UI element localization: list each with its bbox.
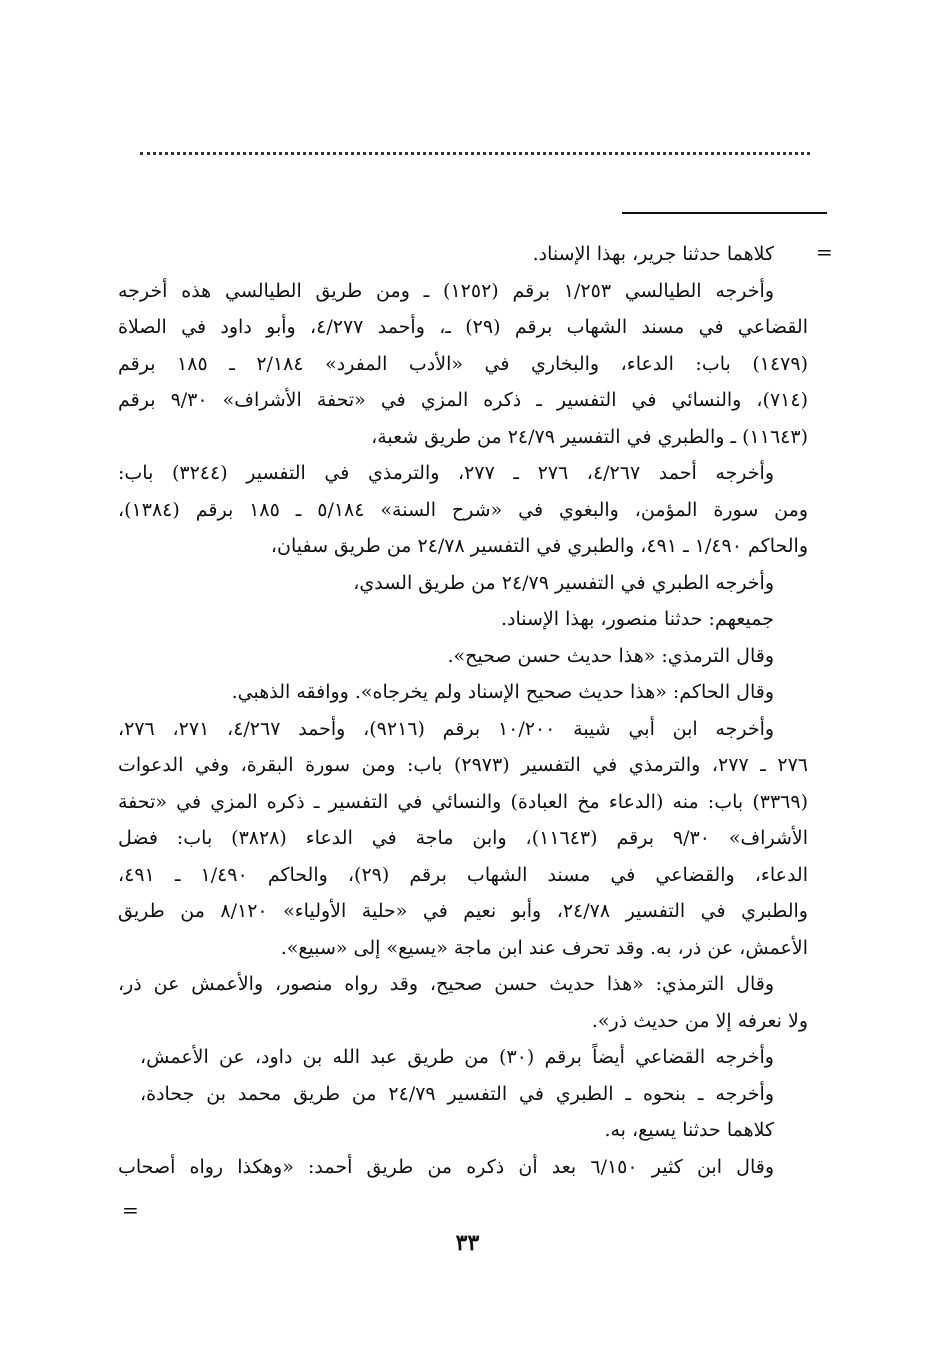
text-line: وقال ابن كثير ٦/١٥٠ بعد أن ذكره من طريق أحمد: «وهكذا رواه أصحاب xyxy=(118,1155,774,1178)
text-line: جميعهم: حدثنا منصور، بهذا الإسناد. xyxy=(501,608,774,630)
text-line: (١٤٧٩) باب: الدعاء، والبخاري في «الأدب المفرد» ٢/١٨٤ ـ ١٨٥ برقم xyxy=(118,352,808,375)
text-line: وأخرجه الطيالسي ١/٢٥٣ برقم (١٢٥٢) ـ ومن طريق الطيالسي هذه أخرجه xyxy=(118,279,774,302)
text-line: وقال الترمذي: «هذا حديث حسن صحيح». xyxy=(447,644,774,667)
text-line: وقال الحاكم: «هذا حديث صحيح الإسناد ولم يخرجاه». ووافقه الذهبي. xyxy=(231,681,774,703)
text-line: كلاهما حدثنا جرير، بهذا الإسناد. xyxy=(532,243,774,265)
continuation-marker-bottom: = xyxy=(122,1198,139,1222)
text-line: وأخرجه الطبري في التفسير ٢٤/٧٩ من طريق السدي، xyxy=(353,571,774,594)
text-line: الدعاء، والقضاعي في مسند الشهاب برقم (٢٩)، والحاكم ١/٤٩٠ ـ ٤٩١، xyxy=(118,863,808,886)
text-line: وأخرجه أحمد ٤/٢٦٧، ٢٧٦ ـ ٢٧٧، والترمذي في التفسير (٣٢٤٤) باب: xyxy=(118,462,774,484)
continuation-marker-top: = xyxy=(816,240,833,264)
text-line: ٢٧٦ ـ ٢٧٧، والترمذي في التفسير (٢٩٧٣) باب: ومن سورة البقرة، وفي الدعوات xyxy=(118,754,808,776)
text-line: وقال الترمذي: «هذا حديث حسن صحيح، وقد رواه منصور، والأعمش عن ذر، xyxy=(118,973,775,995)
text-line: الأشراف» ٩/٣٠ برقم (١١٦٤٣)، وابن ماجة في الدعاء (٣٨٢٨) باب: فضل xyxy=(118,827,808,849)
text-line: ومن سورة المؤمن، والبغوي في «شرح السنة» ٥/١٨٤ ـ ١٨٥ برقم (١٣٨٤)، xyxy=(118,498,808,521)
text-line: وأخرجه ـ بنحوه ـ الطبري في التفسير ٢٤/٧٩ من طريق محمد بن جحادة، xyxy=(140,1082,775,1105)
text-line: الأعمش، عن ذر، به. وقد تحرف عند ابن ماجة «يسيع» إلى «سبيع». xyxy=(280,936,808,959)
text-line: (١١٦٤٣) ـ والطبري في التفسير ٢٤/٧٩ من طريق شعبة، xyxy=(371,425,808,448)
text-line: والطبري في التفسير ٢٤/٧٨، وأبو نعيم في «حلية الأولياء» ٨/١٢٠ من طريق xyxy=(118,900,808,922)
footnote-rule xyxy=(622,212,827,214)
text-line: كلاهما حدثنا يسيع، به. xyxy=(604,1119,774,1141)
text-line: والحاكم ١/٤٩٠ ـ ٤٩١، والطبري في التفسير ٢٤/٧٨ من طريق سفيان، xyxy=(270,535,808,557)
footnote-text xyxy=(118,236,808,1185)
text-line: وأخرجه ابن أبي شيبة ١٠/٢٠٠ برقم (٩٢١٦)، وأحمد ٤/٢٦٧، ٢٧١، ٢٧٦، xyxy=(118,717,775,740)
text-line: ولا نعرفه إلا من حديث ذر». xyxy=(591,1009,808,1032)
dotted-separator xyxy=(140,152,810,155)
text-line: (٣٣٦٩) باب: منه (الدعاء مخ العبادة) والنسائي في التفسير ـ ذكره المزي في «تحفة xyxy=(118,790,808,813)
page-number: ٣٣ xyxy=(455,1230,480,1256)
text-line: (٧١٤)، والنسائي في التفسير ـ ذكره المزي في «تحفة الأشراف» ٩/٣٠ برقم xyxy=(118,389,808,411)
text-line: القضاعي في مسند الشهاب برقم (٢٩) ـ، وأحمد ٤/٢٧٧، وأبو داود في الصلاة xyxy=(118,316,808,338)
text-line: وأخرجه القضاعي أيضاً برقم (٣٠) من طريق عبد الله بن داود، عن الأعمش، xyxy=(140,1046,774,1068)
